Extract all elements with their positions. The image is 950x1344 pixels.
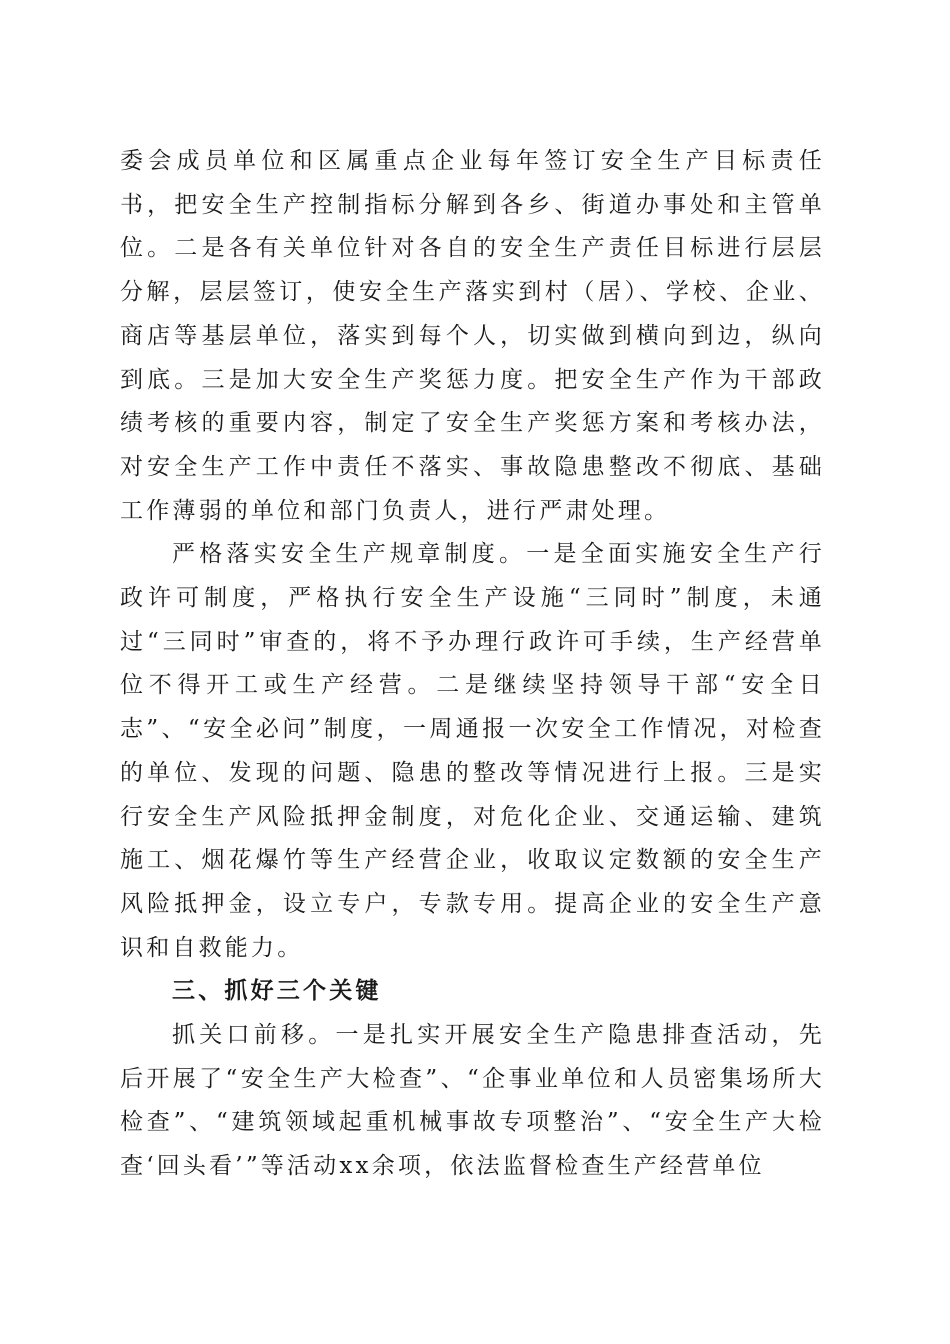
paragraph-checkpoint: 抓关口前移。一是扎实开展安全生产隐患排查活动，先后开展了“安全生产大检查”、“企事业单位和人员密集场所大检查”、“建筑领域起重机械事故专项整治”、“安全生产大检查‘回头看’”等活动xx余项，依法监督检查生产经营单位 [120,1022,825,1180]
section-heading: 三、抓好三个关键 [172,978,382,1005]
paragraph-continuation: 委会成员单位和区属重点企业每年签订安全生产目标责任书，把安全生产控制指标分解到各乡、街道办事处和主管单位。二是各有关单位针对各自的安全生产责任目标进行层层分解，层层签订，使安全生产落实到村（居）、学校、企业、商店等基层单位，落实到每个人，切实做到横向到边，纵向到底。三是加大安全生产奖惩力度。把安全生产作为干部政绩考核的重要内容，制定了安全生产奖惩方案和考核办法，对安全生产工作中责任不落实、事故隐患整改不彻底、基础工作薄弱的单位和部门负责人，进行严肃处理。 [120,148,825,524]
paragraph-regulations: 严格落实安全生产规章制度。一是全面实施安全生产行政许可制度，严格执行安全生产设施“三同时”制度，未通过“三同时”审查的，将不予办理行政许可手续，生产经营单位不得开工或生产经营。二是继续坚持领导干部“安全日志”、“安全必问”制度，一周通报一次安全工作情况，对检查的单位、发现的问题、隐患的整改等情况进行上报。三是实行安全生产风险抵押金制度，对危化企业、交通运输、建筑施工、烟花爆竹等生产经营企业，收取议定数额的安全生产风险抵押金，设立专户，专款专用。提高企业的安全生产意识和自救能力。 [120,541,825,961]
document-body [120,140,825,1189]
